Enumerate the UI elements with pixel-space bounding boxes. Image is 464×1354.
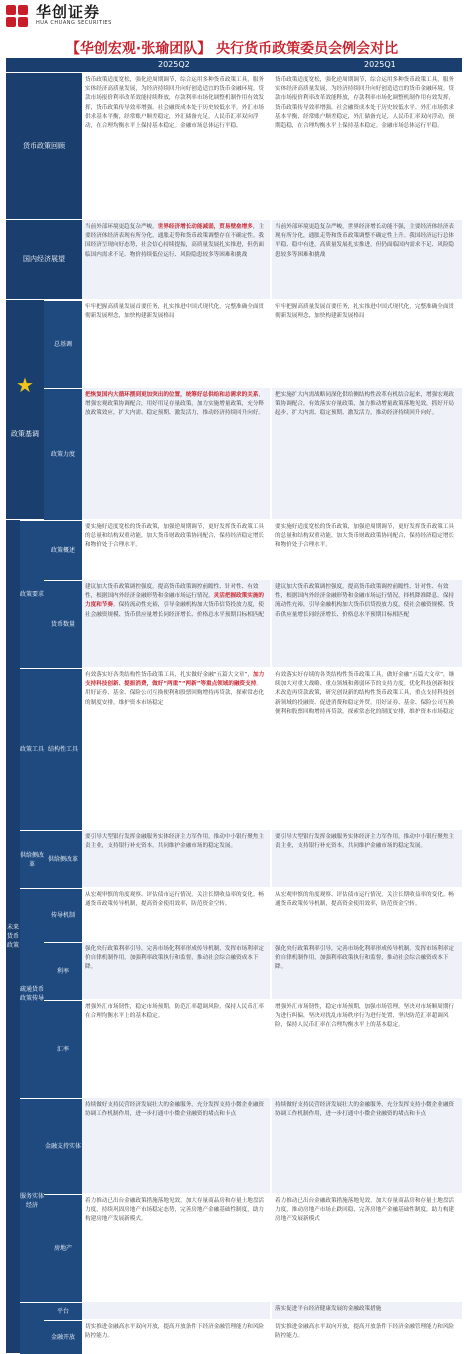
header bbox=[0, 0, 464, 34]
sub-label-10: 汇率 bbox=[44, 1000, 82, 1098]
cell-right: 落实促进平台经济健康发展的金融政策措施 bbox=[272, 1302, 462, 1319]
future-policy-label: 未来货币政策 bbox=[6, 520, 20, 1353]
group2-label: 政策工具 bbox=[20, 668, 44, 830]
cell-right: 着力推动已出台金融政策措施落地见效，加大存量商品房和存量土地盘活力度，推动房地产市场止跌回稳，完善房地产金融基础性制度，助力构建房地产发展新模式 bbox=[275, 1198, 455, 1223]
group2-label: 政策要求 bbox=[20, 520, 44, 668]
cell-right: 建议加大货币政策调控强度，提高货币政策调控前瞻性、针对性、有效性，根据国内外经济金融形势和金融市场运行情况，择机降准降息。保持流动性充裕，引导金融机构加大货币信贷投放力度，使社会融资规模、货币供应量增长同经济增长、价格总水平预期目标相匹配 bbox=[272, 580, 462, 667]
cell-left bbox=[82, 1302, 270, 1319]
group2-label: 疏通货币政策传导 bbox=[20, 888, 44, 1098]
cell-right: 从宏观审慎的角度观察、评估债市运行情况，关注长期收益率的变化。畅通货币政策传导机制，提高资金使用效率，防范资金空转。 bbox=[275, 892, 455, 908]
sub-label-6: 结构性工具 bbox=[44, 668, 82, 830]
cell-left: 要实施好适度宽松的货币政策，加强逆周期调节，更好发挥货币政策工具的总量和结构双重功能，加大货币财政政策协同配合，保持经济稳定增长和物价处于合理水平。 bbox=[85, 524, 265, 549]
cell-right: 牢牢把握高质量发展首要任务，扎实推进中国式现代化，完整准确全面贯彻新发展理念，加快构建新发展格局 bbox=[275, 304, 455, 320]
logo-english: HUA CHUANG SECURITIES bbox=[36, 20, 112, 26]
sub-label-14: 金融开放 bbox=[44, 1320, 82, 1354]
policy-tone-star bbox=[6, 300, 44, 519]
cell-right: 有效落实好存续的各类结构性货币政策工具，做好金融“五篇大文章”，继续加大对重大战略、重点领域和薄弱环节的支持力度。优化科技创新和技术改造再贷款政策，研究创设新的结构性货币政策工具，重点支持科技创新领域的投融资、促进消费和稳定外贸。用好证券、基金、保险公司互换便利和股票回购增持再贷款，探索常态化的制度安排，维护资本市场稳定 bbox=[275, 672, 455, 715]
sub-label-4: 政策概述 bbox=[44, 520, 82, 580]
column-header bbox=[6, 58, 462, 72]
row-label: 货币政策回顾 bbox=[6, 73, 82, 219]
cell-right: 切实推进金融高水平双向开放，提高开放条件下经济金融管理能力和风险防控能力。 bbox=[275, 1324, 455, 1340]
cell-left: 着力推动已出台金融政策措施落地见效，加大存量商品房和存量土地盘活力度，持续巩固房地产市场稳定态势，完善房地产金融基础性制度，助力构建房地产发展新模式。 bbox=[85, 1198, 265, 1223]
row-label: 国内经济展望 bbox=[6, 220, 82, 299]
cell-left: 强化央行政策利率引导，完善市场化利率形成传导机制，发挥市场利率定价自律机制作用，加强利率政策执行和监督，推动社会综合融资成本下降。 bbox=[82, 942, 270, 999]
group2-label bbox=[20, 1302, 44, 1354]
group2-label: 服务实体经济 bbox=[20, 1098, 44, 1302]
logo-name: 华创证券 bbox=[36, 3, 101, 21]
cell-right: 当前外部环境更趋复杂严峻，世界经济增长动能不强，主要经济体经济表现有所分化，通胀走势和货币政策调整不确定性上升。我国经济运行总体平稳、稳中有进，高质量发展扎实推进，但仍面临国内需求不足、风险隐患较多等困难和挑战 bbox=[272, 220, 462, 299]
cell-right: 货币政策适度宽松，强化逆周期调节，综合运用多种货币政策工具，服务实体经济高质量发展，为经济持续回升向好创造适宜的货币金融环境。贷款市场报价利率改革效能释放，存款利率市场化调整机制作用有效发挥，货币政策传导效率增强，社会融资成本处于历史较低水平。外汇市场供求基本平衡，经常账户顺差稳定，外汇储备充足，人民币汇率双向浮动，预期趋稳，在合理均衡水平上保持基本稳定。金融市场总体运行平稳。 bbox=[275, 77, 455, 130]
star-icon: ★ bbox=[16, 372, 34, 397]
sub-label-2: 总基调 bbox=[44, 300, 82, 388]
sub-label-8: 传导机制 bbox=[44, 888, 82, 942]
column-right: 2025Q1 bbox=[364, 60, 396, 69]
sub-label-12: 房地产 bbox=[44, 1194, 82, 1302]
sub-label-5: 货币数量 bbox=[44, 580, 82, 668]
column-left: 2025Q2 bbox=[158, 60, 190, 69]
group2-label: 供给侧改革 bbox=[20, 830, 44, 888]
sub-label-9: 利率 bbox=[44, 942, 82, 1000]
cell-right: 增强外汇市场韧性，稳定市场预期，加强市场管理，坚决对市场顺周期行为进行纠偏，坚决对扰乱市场秩序行为进行处置，坚决防范汇率超调风险，保持人民币汇率在合理均衡水平上的基本稳定。 bbox=[275, 1004, 455, 1029]
cell-left: 切实推进金融高水平双向开放，提高开放条件下经济金融管理能力和风险防控能力。 bbox=[85, 1324, 265, 1340]
cell-left: 持续做好支持民营经济发展壮大的金融服务，充分发挥支持小微企业融资协调工作机制作用，进一步打通中小微企业融资的堵点和卡点 bbox=[82, 1098, 270, 1193]
cell-left: 有效落实好各类结构性货币政策工具，扎实做好金融“五篇大文章”，加力支持科技创新、提振消费，做好“两重”“两新”等重点领域的融资支持。用好证券、基金、保险公司互换便利和股票回购增持再贷款，探索常态化的制度安排，维护资本市场稳定 bbox=[85, 672, 265, 706]
cell-right: 要引导大型银行发挥金融服务实体经济主力军作用，推动中小银行聚焦主责主业，支持银行补充资本，共同维护金融市场的稳定发展。 bbox=[272, 830, 462, 887]
sub-label-13: 平台 bbox=[44, 1302, 82, 1320]
cell-left: 增强外汇市场韧性，稳定市场预期，防范汇率超调风险，保持人民币汇率在合理均衡水平上的基本稳定。 bbox=[85, 1004, 265, 1020]
page-title: 【华创宏观·张瑜团队】 央行货币政策委员会例会对比 bbox=[65, 41, 399, 57]
logo bbox=[6, 4, 112, 27]
logo-icon bbox=[6, 5, 30, 27]
cell-left: 把恢复国内大循环摆到更加突出的位置，统筹好总供给和总需求的关系，增强宏观政策协调配合，用好用足存量政策，加力实施增量政策，充分释放政策效应，扩大内需、稳定预期、激发活力，推动经济持续回升向好。 bbox=[82, 388, 270, 519]
cell-left: 建议加大货币政策调控强度，提高货币政策调控前瞻性、针对性、有效性，根据国内外经济金融形势和金融市场运行情况，灵活把握政策实施的力度和节奏。保持流动性充裕，引导金融机构加大货币信贷投放力度，使社会融资规模、货币供应量增长同经济增长、价格总水平预期目标相匹配 bbox=[82, 580, 270, 667]
cell-right: 强化央行政策利率引导，完善市场化利率形成传导机制，发挥市场利率定价自律机制作用，加强利率政策执行和监督，推动社会综合融资成本下降。 bbox=[272, 942, 462, 999]
sub-label-11: 金融支持实体 bbox=[44, 1098, 82, 1194]
cell-left: 要引导大型银行发挥金融服务实体经济主力军作用，推动中小银行聚焦主责主业，支持银行补充资本，共同维护金融市场的稳定发展。 bbox=[82, 830, 270, 887]
cell-right: 要实施好适度宽松的货币政策，加强逆周期调节，更好发挥货币政策工具的总量和结构双重功能，加大货币财政政策协同配合，保持经济稳定增长和物价处于合理水平。 bbox=[275, 524, 455, 549]
cell-right: 持续做好支持民营经济发展壮大的金融服务，充分发挥支持小微企业融资协调工作机制作用，进一步打通中小微企业融资的堵点和卡点 bbox=[272, 1098, 462, 1193]
policy-tone-text: 政策基调 bbox=[11, 429, 39, 438]
cell-left: 从宏观审慎的角度观察、评估债市运行情况，关注长期收益率的变化。畅通货币政策传导机制，提高资金使用效率，防范资金空转。 bbox=[85, 892, 265, 908]
sub-label-3: 政策力度 bbox=[44, 388, 82, 520]
cell-left: 当前外部环境更趋复杂严峻，世界经济增长动能减弱，贸易壁垒增多，主要经济体经济表现有所分化，通胀走势和货币政策调整存在不确定性。我国经济呈现向好态势，社会信心持续提振，高质量发展扎实推进，但仍面临国内需求不足、物价持续低位运行、风险隐患较多等困难和挑战 bbox=[82, 220, 270, 299]
cell-right: 把实施扩大内需战略同深化供给侧结构性改革有机结合起来，增强宏观政策协调配合，有效落实存量政策，加力推动增量政策落地见效，抓好开局起步，扩大内需、稳定预期、激发活力，推动经济持续回升向好。 bbox=[272, 388, 462, 519]
cell-left: 货币政策适度宽松，强化逆周期调节，综合运用多种货币政策工具，服务实体经济高质量发展，为经济持续回升向好创造适宜的货币金融环境。贷款市场报价利率改革效能持续释放，存款利率市场化调整机制作用有效发挥，货币政策传导效率增强，社会融资成本处于历史较低水平。外汇市场供求基本平衡，经常账户顺差稳定，外汇储备充足，人民币汇率双向浮动，在合理均衡水平上保持基本稳定。金融市场总体运行平稳。 bbox=[85, 77, 265, 130]
sub-label-7: 供给侧改革 bbox=[44, 830, 82, 888]
cell-left: 牢牢把握高质量发展首要任务，扎实推进中国式现代化，完整准确全面贯彻新发展理念，加快构建新发展格局 bbox=[85, 304, 265, 320]
